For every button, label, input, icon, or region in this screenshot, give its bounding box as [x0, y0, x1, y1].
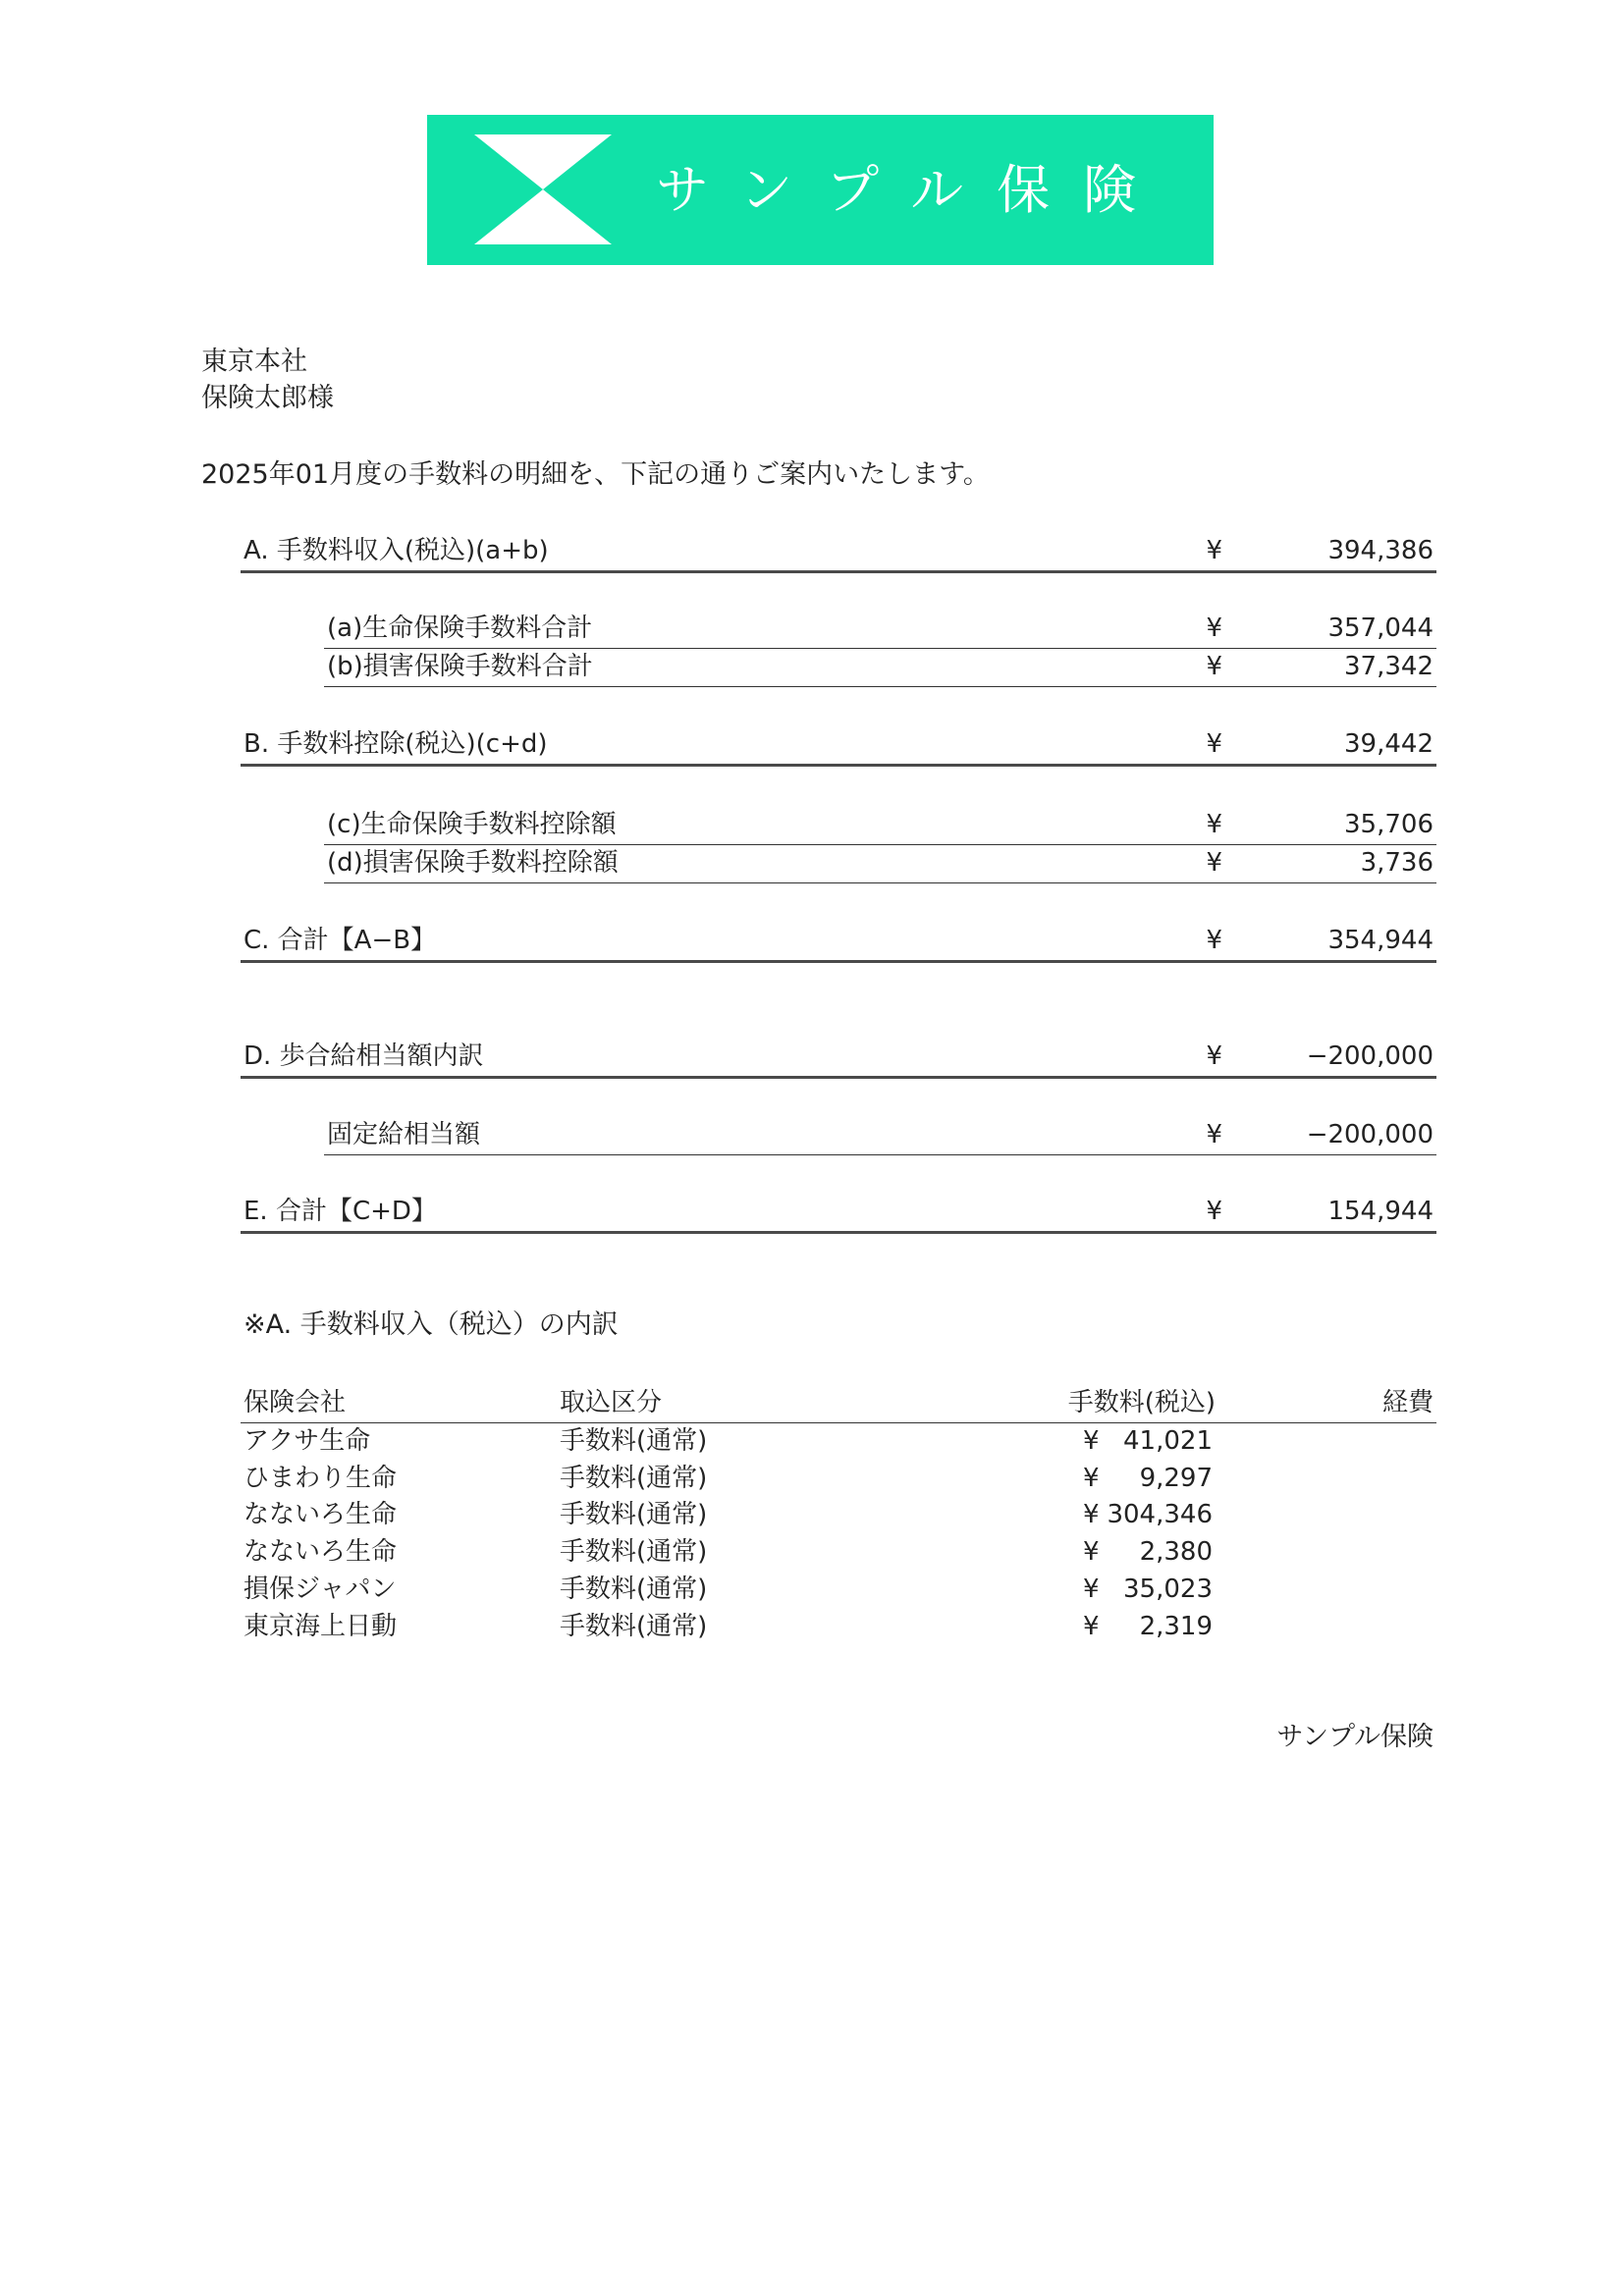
yen-symbol: ¥	[1083, 1537, 1100, 1567]
cell-category: 手数料(通常)	[560, 1464, 708, 1493]
hourglass-logo-icon	[474, 134, 612, 244]
summary-row-e-total	[241, 1192, 1436, 1234]
summary-label: 固定給相当額	[327, 1120, 481, 1149]
summary-label: C. 合計【A−B】	[243, 926, 437, 955]
cell-fee: 9,297	[1139, 1464, 1213, 1493]
summary-row-b-nonlife	[324, 647, 1436, 687]
summary-label: (d)損害保険手数料控除額	[327, 848, 619, 878]
yen-symbol: ¥	[1206, 926, 1222, 955]
cell-company: ひまわり生命	[243, 1464, 398, 1493]
logo-text: サンプル保険	[656, 159, 1170, 221]
cell-company: なないろ生命	[243, 1537, 398, 1567]
summary-row-a	[241, 531, 1436, 573]
yen-symbol: ¥	[1206, 810, 1222, 839]
cell-fee: 41,021	[1123, 1426, 1213, 1456]
yen-symbol: ¥	[1206, 652, 1222, 681]
header-category: 取込区分	[560, 1388, 663, 1417]
summary-amount: 35,706	[1344, 810, 1434, 839]
logo-banner	[427, 115, 1214, 265]
summary-amount: 3,736	[1360, 848, 1434, 878]
cell-category: 手数料(通常)	[560, 1537, 708, 1567]
table-row	[241, 1422, 1436, 1460]
yen-symbol: ¥	[1206, 1041, 1222, 1071]
summary-amount: 357,044	[1327, 614, 1434, 643]
summary-amount: −200,000	[1306, 1120, 1434, 1149]
table-row	[241, 1571, 1436, 1608]
summary-label: A. 手数料収入(税込)(a+b)	[243, 536, 549, 565]
summary-row-d-nonlife-deduction	[324, 843, 1436, 883]
summary-amount: 154,944	[1327, 1197, 1434, 1226]
table-row	[241, 1496, 1436, 1533]
header-company: 保険会社	[243, 1388, 347, 1417]
yen-symbol: ¥	[1206, 1120, 1222, 1149]
summary-amount: 354,944	[1327, 926, 1434, 955]
summary-amount: −200,000	[1306, 1041, 1434, 1071]
summary-label: B. 手数料控除(税込)(c+d)	[243, 729, 548, 759]
cell-fee: 2,319	[1139, 1612, 1213, 1641]
summary-row-fixed-salary	[324, 1115, 1436, 1155]
cell-company: 損保ジャパン	[243, 1575, 397, 1604]
yen-symbol: ¥	[1206, 848, 1222, 878]
summary-row-a-life	[324, 609, 1436, 649]
yen-symbol: ¥	[1083, 1426, 1100, 1456]
cell-company: アクサ生命	[243, 1426, 371, 1456]
cell-company: なないろ生命	[243, 1500, 398, 1529]
yen-symbol: ¥	[1083, 1612, 1100, 1641]
footer-company: サンプル保険	[1276, 1722, 1434, 1752]
cell-category: 手数料(通常)	[560, 1426, 708, 1456]
cell-company: 東京海上日動	[243, 1612, 398, 1641]
summary-row-d	[241, 1037, 1436, 1079]
yen-symbol: ¥	[1083, 1464, 1100, 1493]
summary-row-c-total	[241, 921, 1436, 963]
cell-category: 手数料(通常)	[560, 1575, 708, 1604]
yen-symbol: ¥	[1083, 1575, 1100, 1604]
summary-amount: 37,342	[1344, 652, 1434, 681]
yen-symbol: ¥	[1206, 614, 1222, 643]
recipient-branch: 東京本社	[201, 347, 307, 377]
summary-row-c-life-deduction	[324, 805, 1436, 845]
table-row	[241, 1608, 1436, 1645]
summary-label: E. 合計【C+D】	[243, 1197, 437, 1226]
cell-fee: 35,023	[1123, 1575, 1213, 1604]
recipient-name: 保険太郎様	[201, 383, 334, 413]
yen-symbol: ¥	[1206, 1197, 1222, 1226]
summary-label: (c)生命保険手数料控除額	[327, 810, 617, 839]
intro-text: 2025年01月度の手数料の明細を、下記の通りご案内いたします。	[201, 459, 990, 490]
yen-symbol: ¥	[1206, 729, 1222, 759]
header-expense: 経費	[1381, 1388, 1434, 1417]
header-fee: 手数料(税込)	[1067, 1388, 1216, 1417]
summary-label: (a)生命保険手数料合計	[327, 614, 593, 643]
summary-row-b	[241, 724, 1436, 767]
table-row	[241, 1533, 1436, 1571]
yen-symbol: ¥	[1206, 536, 1222, 565]
summary-label: D. 歩合給相当額内訳	[243, 1041, 484, 1071]
cell-fee: 2,380	[1139, 1537, 1213, 1567]
yen-symbol: ¥	[1083, 1500, 1100, 1529]
cell-category: 手数料(通常)	[560, 1612, 708, 1641]
cell-fee: 304,346	[1107, 1500, 1213, 1529]
breakdown-header-row	[241, 1383, 1436, 1423]
summary-label: (b)損害保険手数料合計	[327, 652, 593, 681]
breakdown-title: ※A. 手数料収入（税込）の内訳	[243, 1309, 619, 1340]
cell-category: 手数料(通常)	[560, 1500, 708, 1529]
summary-amount: 394,386	[1327, 536, 1434, 565]
table-row	[241, 1460, 1436, 1497]
summary-amount: 39,442	[1344, 729, 1434, 759]
